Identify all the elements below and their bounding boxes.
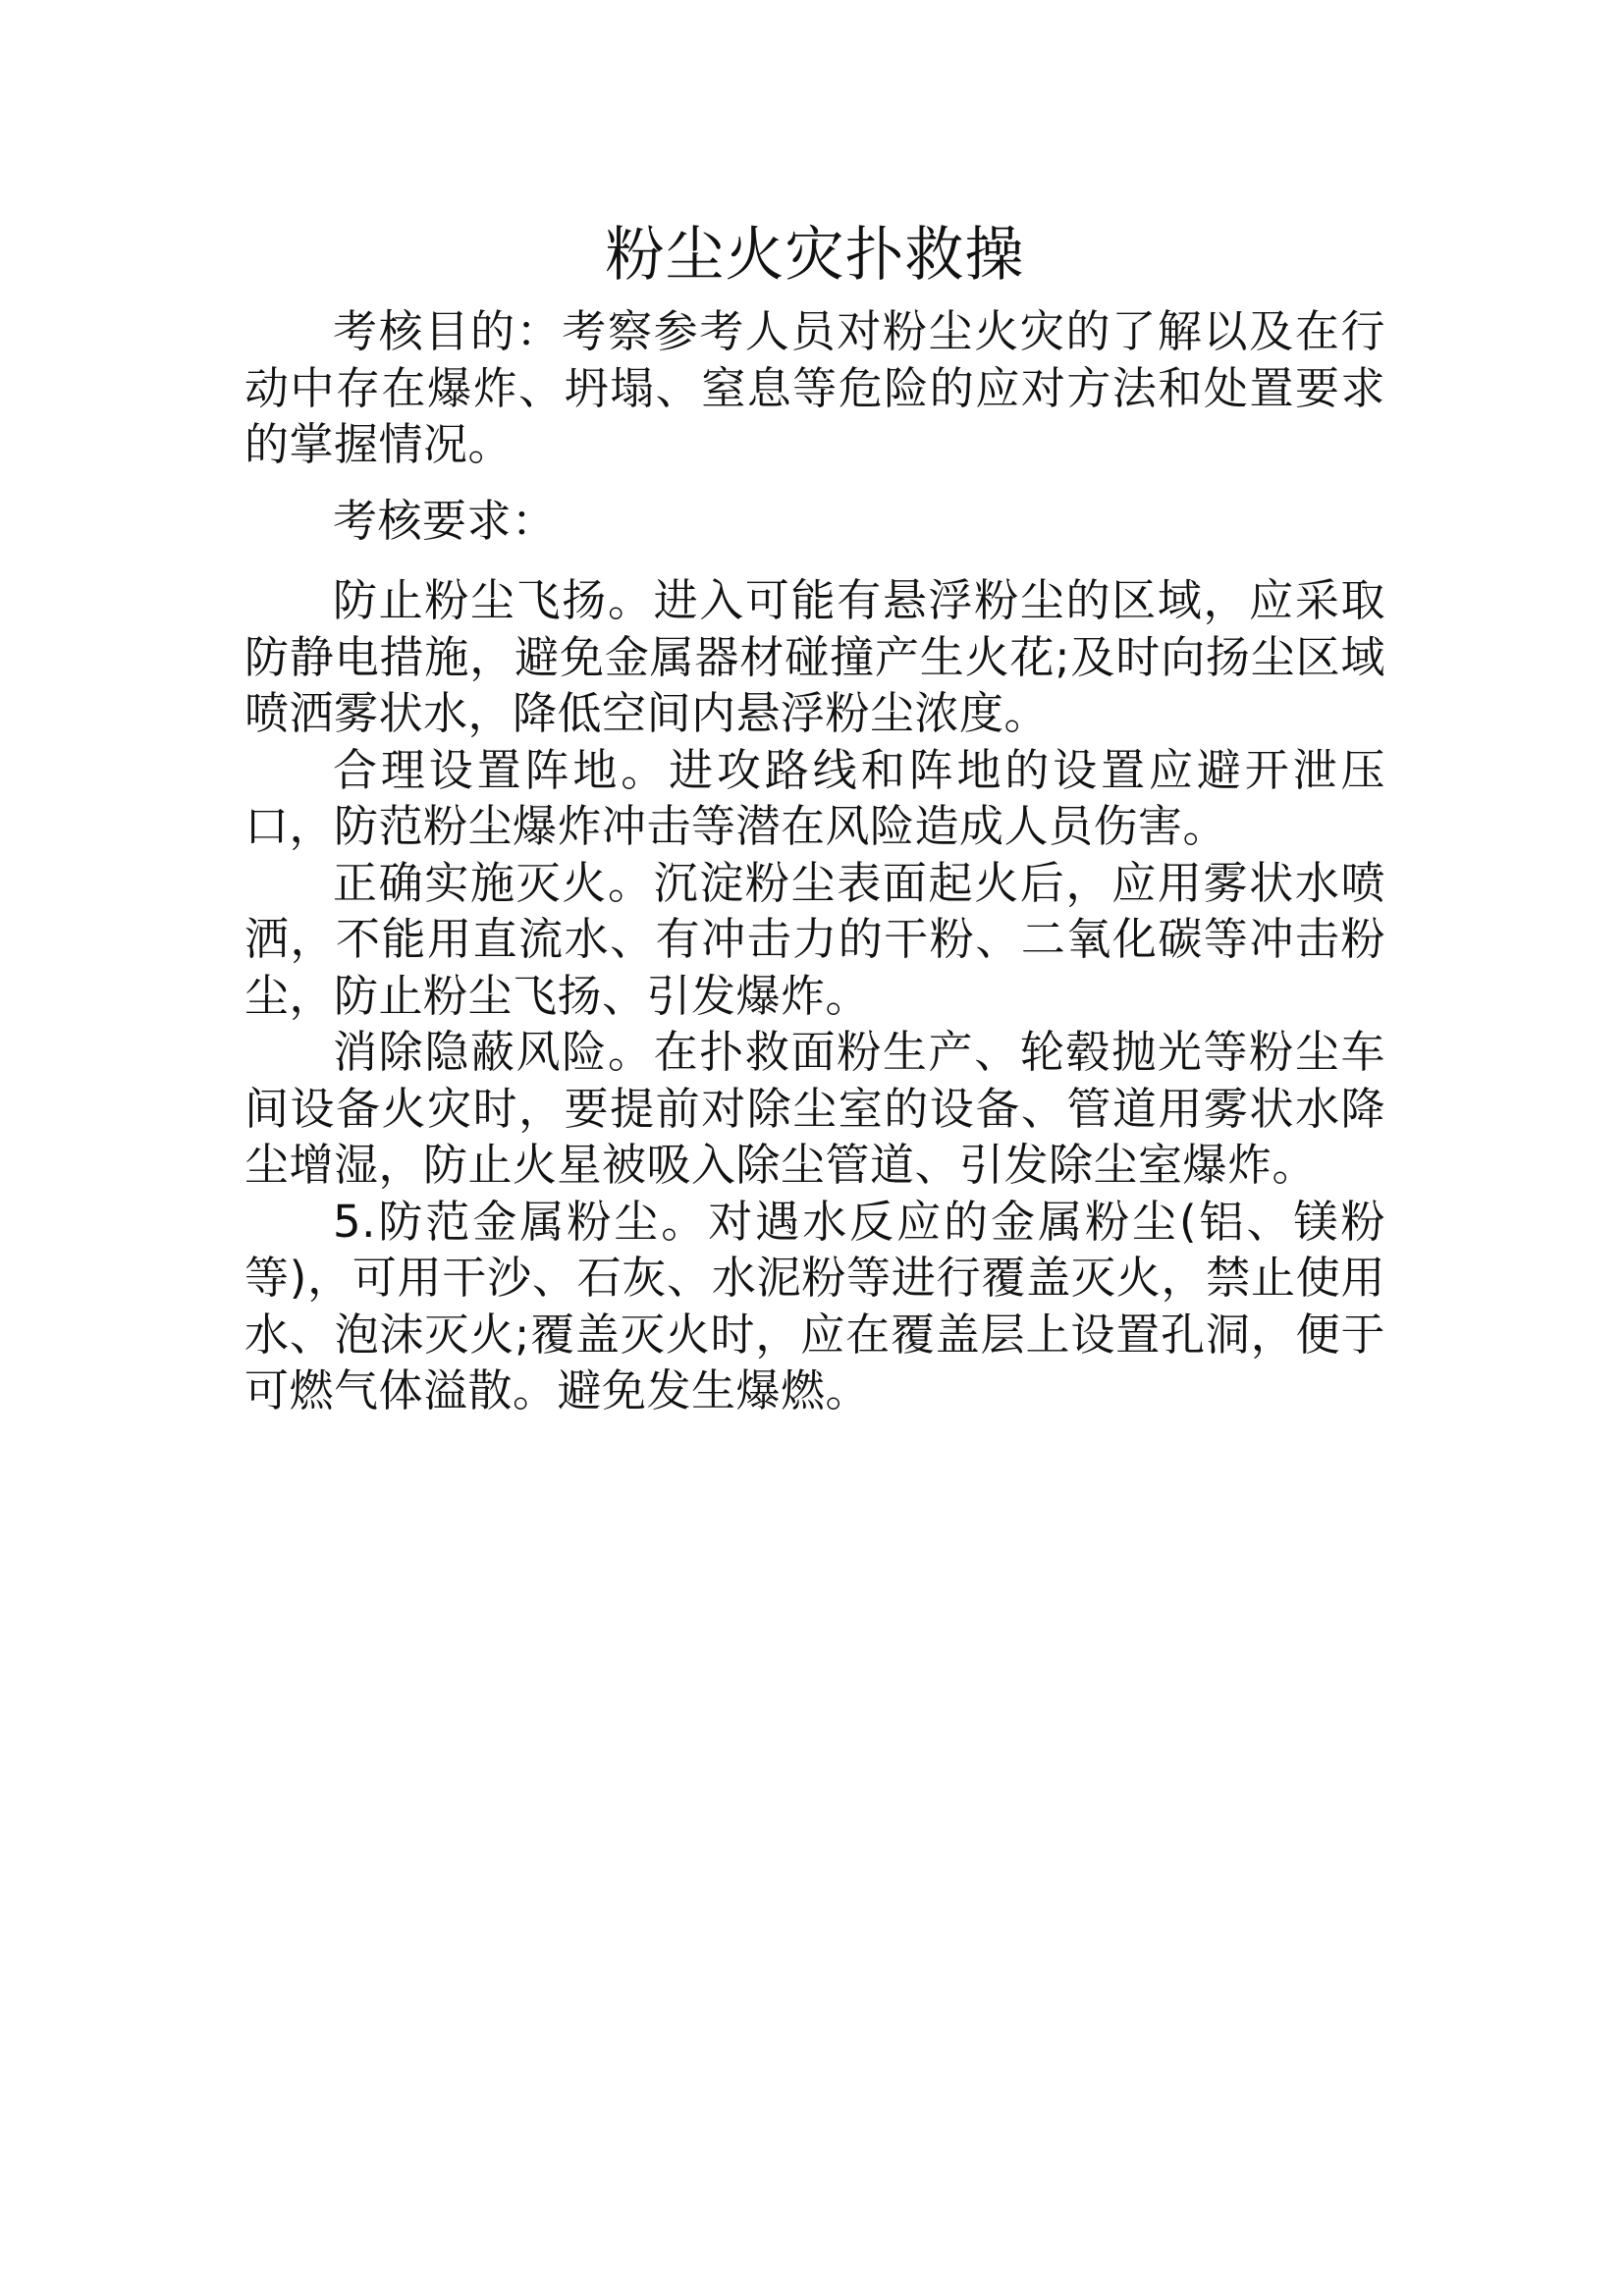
paragraph-assessment-purpose: 考核目的：考察参考人员对粉尘火灾的了解以及在行动中存在爆炸、坍塌、窒息等危险的应对方法和处置要求的掌握情况。 [244,305,1385,470]
paragraph-set-positions: 合理设置阵地。进攻路线和阵地的设置应避开泄压口，防范粉尘爆炸冲击等潜在风险造成人员伤害。 [244,743,1385,852]
document-body [244,211,1385,1419]
paragraph-extinguish-correctly: 正确实施灭火。沉淀粉尘表面起火后，应用雾状水喷洒，不能用直流水、有冲击力的干粉、二氧化碳等冲击粉尘，防止粉尘飞扬、引发爆炸。 [244,856,1385,1022]
paragraph-assessment-requirements-heading: 考核要求： [333,494,557,547]
paragraph-prevent-dust-flying: 防止粉尘飞扬。进入可能有悬浮粉尘的区域，应采取防静电措施，避免金属器材碰撞产生火花;及时向扬尘区域喷洒雾状水，降低空间内悬浮粉尘浓度。 [244,574,1385,739]
paragraph-metal-dust: 5.防范金属粉尘。对遇水反应的金属粉尘(铝、镁粉等)，可用干沙、石灰、水泥粉等进行覆盖灭火，禁止使用水、泡沫灭火;覆盖灭火时，应在覆盖层上设置孔洞，便于可燃气体溢散。避免发生爆燃。 [244,1195,1385,1416]
paragraph-eliminate-hidden-risks: 消除隐蔽风险。在扑救面粉生产、轮毂抛光等粉尘车间设备火灾时，要提前对除尘室的设备、管道用雾状水降尘增湿，防止火星被吸入除尘管道、引发除尘室爆炸。 [244,1026,1385,1191]
document-title: 粉尘火灾扑救操 [605,221,1025,290]
